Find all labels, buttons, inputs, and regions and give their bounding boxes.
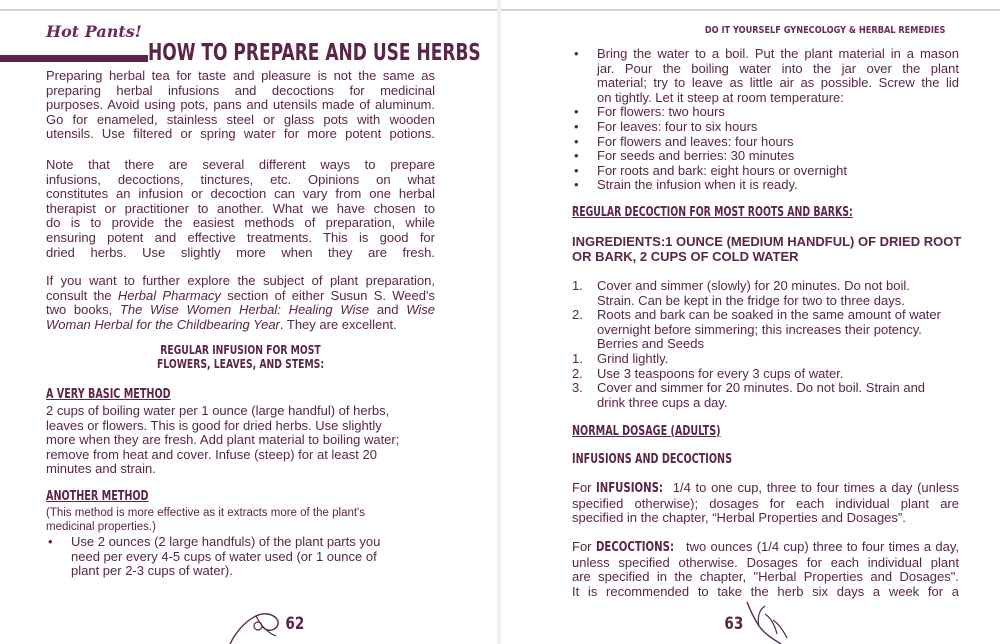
infusion-steps-list (572, 47, 959, 193)
page-number-left: 62 (285, 614, 305, 634)
right-page (505, 0, 1000, 644)
basic-method-heading: A VERY BASIC METHOD (46, 387, 171, 402)
dosage-heading: NORMAL DOSAGE (ADULTS) (572, 424, 721, 439)
title-bar-decoration (0, 55, 148, 62)
list-item: 3. Cover and simmer for 20 minutes. Do not boil. Strain and drink three cups a day. (572, 380, 926, 410)
methods-paragraph: Note that there are several different ways to prepare infusions, decoctions, tinctures, etc. Opinions on what constitutes an infusion or decoction can vary from one herbal therapist or practitioner to another. What we have chosen to do is to provide the easiest methods of preparation, while ensuring potent and effective treatments. This is good for dried herbs. Use slightly more when they are fresh. (46, 157, 435, 260)
hand-drawing-decoration (737, 596, 797, 644)
list-item: • For flowers and leaves: four hours (572, 135, 959, 150)
regular-infusion-heading: REGULAR INFUSION FOR MOST FLOWERS, LEAVES, AND STEMS: (156, 342, 325, 371)
list-item: • Strain the infusion when it is ready. (572, 178, 959, 193)
running-head-right: DO IT YOURSELF GYNECOLOGY & HERBAL REMEDIES (704, 25, 945, 36)
list-item: • For seeds and berries: 30 minutes (572, 149, 959, 164)
basic-method-text: 2 cups of boiling water per 1 ounce (large handful) of herbs, leaves or flowers. This is good for dried herbs. Use slightly more when they are fresh. Add plant material to boiling water; remove from heat and cover. Infuse (steep) for at least 20 minutes and strain. (46, 403, 400, 477)
another-method-note: (This method is more effective as it extracts more of the plant's medicinal properties.) (46, 507, 366, 533)
list-item: 2. Roots and bark can be soaked in the same amount of water overnight before simmering; this increases their potency. (572, 307, 941, 337)
left-page (0, 0, 495, 644)
decoctions-dosage: For DECOCTIONS: two ounces (1/4 cup) three to four times a day, unless specified otherwise. Dosages for each individual plant are specified in the chapter, "Herbal Properties and Dosages". It is recommended to take the herb six days a week for a (572, 539, 959, 599)
list-item: • For flowers: two hours (572, 105, 959, 120)
decoction-steps (572, 279, 959, 410)
list-item: • For leaves: four to six hours (572, 120, 959, 135)
infusions-dosage: For INFUSIONS: 1/4 to one cup, three to four times a day (unless specified otherwise); dosages for each individual plant are specified in the chapter, “Herbal Properties and Dosages”. (572, 480, 959, 526)
another-method-heading: ANOTHER METHOD (46, 489, 149, 504)
book-section-name: Herbal Pharmacy (117, 287, 221, 303)
another-method-list (46, 535, 426, 579)
page-number-right: 63 (724, 614, 744, 634)
further-reading-paragraph: If you want to further explore the subject of plant preparation, consult the Herbal Pharmacy section of either Susun S. Weed's two books, The Wise Women Herbal: Healing Wise and Wise Woman Herbal for the Childbearing Year. They are excellent. (46, 273, 435, 332)
list-item: • For roots and bark: eight hours or overnight (572, 164, 959, 179)
berries-label: Berries and Seeds (597, 336, 704, 352)
list-item: 2. Use 3 teaspoons for every 3 cups of water. (572, 365, 844, 381)
book-title-2: Woman Herbal for the Childbearing Year (46, 316, 280, 332)
infusions-decoctions-heading: INFUSIONS AND DECOCTIONS (572, 452, 733, 467)
list-item: • Use 2 ounces (2 large handfuls) of the plant parts you need per every 4-5 cups of water used (or 1 ounce of plant per 2-3 cups of water). (46, 535, 426, 579)
running-head-left: Hot Pants! (46, 22, 142, 41)
book-spine (497, 0, 501, 644)
book-title-1: The Wise Women Herbal: Healing Wise (119, 302, 370, 318)
page-title: HOW TO PREPARE AND USE HERBS (148, 40, 481, 66)
decoction-heading: REGULAR DECOCTION FOR MOST ROOTS AND BARKS: (572, 205, 853, 220)
list-item: • Bring the water to a boil. Put the plant material in a mason jar. Pour the boiling water into the jar over the plant material; try to leave as little air as possible. Screw the lid on tightly. Let it steep at room temperature: (572, 47, 959, 105)
intro-paragraph: Preparing herbal tea for taste and pleasure is not the same as preparing herbal infusions and decoctions for medicinal purposes. Avoid using pots, pans and utensils made of aluminum. Go for enameled, stainless steel or glass pots with wooden utensils. Use filtered or spring water for more potent potions. (46, 68, 435, 142)
list-item: 1. Cover and simmer (slowly) for 20 minutes. Do not boil. Strain. Can be kept in the fridge for two to three days. (572, 278, 910, 308)
ingredients-text: INGREDIENTS:1 OUNCE (MEDIUM HANDFUL) OF DRIED ROOT OR BARK, 2 CUPS OF COLD WATER (572, 234, 962, 264)
list-item: 1. Grind lightly. (572, 350, 669, 366)
